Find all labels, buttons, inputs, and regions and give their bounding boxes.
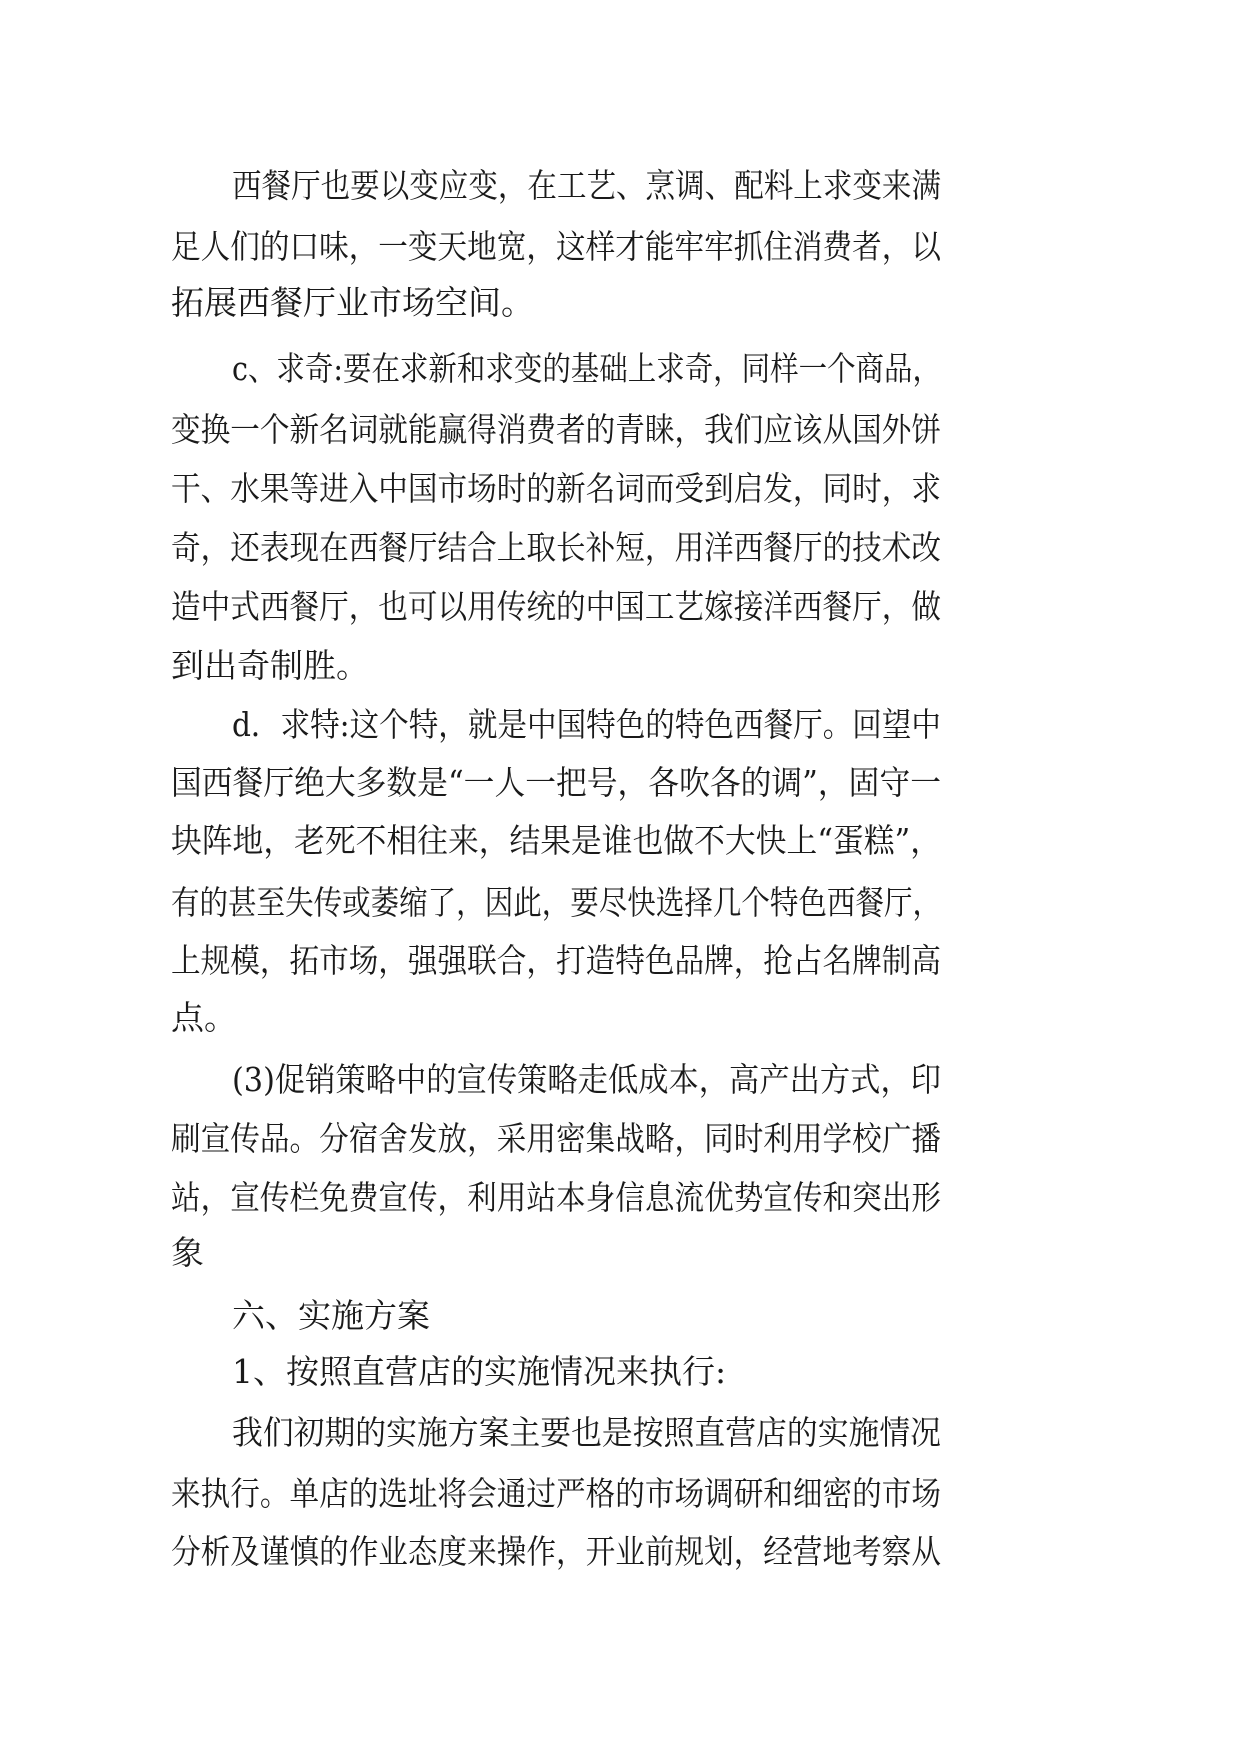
text-line-content: d．求特:这个特，就是中国特色的特色西餐厅。回望中 (232, 705, 941, 744)
text-line-content: 分析及谨慎的作业态度来操作，开业前规划，经营地考察从 (171, 1532, 941, 1571)
text-line (0, 338, 1241, 400)
text-line (0, 635, 1241, 697)
section-heading-text: 六、实施方案 (232, 1296, 430, 1335)
text-line (0, 987, 1241, 1049)
text-line-content: 我们初期的实施方案主要也是按照直营店的实施情况 (232, 1413, 941, 1452)
text-line-content: 象 (171, 1233, 204, 1272)
text-line (0, 810, 1241, 872)
text-line (0, 1108, 1241, 1170)
text-line-content: 上规模，拓市场，强强联合，打造特色品牌，抢占名牌制高 (171, 941, 941, 980)
text-line-content: 到出奇制胜。 (171, 646, 369, 685)
text-line-content: 造中式西餐厅，也可以用传统的中国工艺嫁接洋西餐厅，做 (171, 587, 941, 626)
text-line (0, 155, 1241, 217)
section-heading (0, 1285, 1241, 1347)
text-line (0, 1341, 1241, 1403)
text-line (0, 1049, 1241, 1111)
text-line-content: 1、按照直营店的实施情况来执行: (232, 1352, 727, 1391)
text-line (0, 1167, 1241, 1229)
text-line (0, 872, 1241, 934)
text-line (0, 399, 1241, 461)
text-line-content: 干、水果等进入中国市场时的新名词而受到启发，同时，求 (171, 469, 941, 508)
text-line-content: 站，宣传栏免费宣传，利用站本身信息流优势宣传和突出形 (171, 1178, 941, 1217)
text-line (0, 517, 1241, 579)
text-line (0, 694, 1241, 756)
text-line (0, 216, 1241, 278)
text-line-content: 刷宣传品。分宿舍发放，采用密集战略，同时利用学校广播 (171, 1119, 941, 1158)
text-line-content: 奇，还表现在西餐厅结合上取长补短，用洋西餐厅的技术改 (171, 528, 941, 567)
text-line (0, 272, 1241, 334)
text-line-content: 点。 (171, 998, 237, 1037)
text-line-content: 国西餐厅绝大多数是“一人一把号，各吹各的调”，固守一 (171, 763, 941, 802)
text-line (0, 576, 1241, 638)
text-line (0, 752, 1241, 814)
text-line (0, 1521, 1241, 1583)
text-line (0, 1402, 1241, 1464)
text-line-content: 足人们的口味，一变天地宽，这样才能牢牢抓住消费者，以 (171, 227, 941, 266)
text-line (0, 458, 1241, 520)
text-line-content: 有的甚至失传或萎缩了，因此，要尽快选择几个特色西餐厅， (171, 883, 941, 922)
text-line-content: 变换一个新名词就能赢得消费者的青睐，我们应该从国外饼 (171, 410, 941, 449)
text-line-content: c、求奇:要在求新和求变的基础上求奇，同样一个商品， (232, 349, 941, 388)
text-line-content: (3)促销策略中的宣传策略走低成本，高产出方式，印 (232, 1060, 941, 1099)
text-line-content: 西餐厅也要以变应变，在工艺、烹调、配料上求变来满 (232, 166, 941, 205)
text-line (0, 930, 1241, 992)
text-line-content: 块阵地，老死不相往来，结果是谁也做不大快上“蛋糕”， (171, 821, 941, 860)
text-line-content: 拓展西餐厅业市场空间。 (171, 283, 534, 322)
text-line (0, 1222, 1241, 1284)
text-line (0, 1463, 1241, 1525)
text-line-content: 来执行。单店的选址将会通过严格的市场调研和细密的市场 (171, 1474, 941, 1513)
